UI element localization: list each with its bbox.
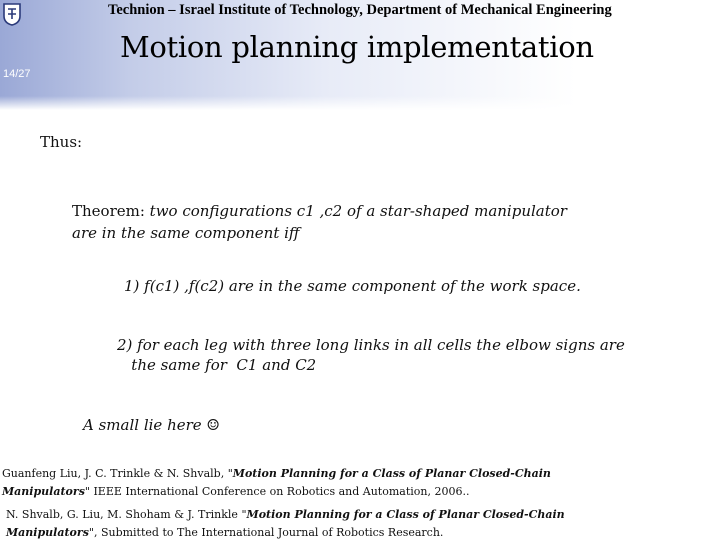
reference-2-title-b: Manipulators bbox=[6, 526, 89, 539]
theorem-block bbox=[72, 200, 567, 244]
theorem-line-1: two configurations c1 ,c2 of a star-shaped manipulator bbox=[149, 202, 567, 220]
reference-1-authors: Guanfeng Liu, J. C. Trinkle & N. Shvalb, " bbox=[2, 467, 233, 480]
reference-2-authors: N. Shvalb, G. Liu, M. Shoham & J. Trinkle " bbox=[6, 508, 247, 521]
reference-1-title-a: Motion Planning for a Class of Planar Closed-Chain bbox=[232, 467, 551, 480]
reference-1-title-b: Manipulators bbox=[2, 485, 85, 498]
small-lie-note: A small lie here ☺ bbox=[83, 416, 220, 434]
condition-2 bbox=[117, 335, 625, 375]
theorem-line-2: are in the same component iff bbox=[72, 224, 300, 242]
condition-2-line-1: 2) for each leg with three long links in all cells the elbow signs are bbox=[117, 336, 625, 354]
reference-1 bbox=[2, 465, 551, 501]
technion-logo-icon bbox=[2, 2, 22, 26]
theorem-label: Theorem: bbox=[72, 202, 150, 220]
condition-1: 1) f(c1) ,f(c2) are in the same component of the work space. bbox=[124, 277, 581, 295]
reference-2 bbox=[6, 506, 565, 542]
institution-header: Technion – Israel Institute of Technology, Department of Mechanical Engineering bbox=[108, 2, 612, 18]
condition-2-line-2: the same for C1 and C2 bbox=[117, 356, 317, 374]
slide-number: 14/27 bbox=[3, 68, 31, 80]
slide-title: Motion planning implementation bbox=[120, 30, 594, 64]
reference-1-rest: " IEEE International Conference on Robotics and Automation, 2006.. bbox=[84, 485, 470, 498]
thus-label: Thus: bbox=[40, 133, 83, 151]
reference-2-title-a: Motion Planning for a Class of Planar Closed-Chain bbox=[246, 508, 565, 521]
reference-2-rest: ", Submitted to The International Journal of Robotics Research. bbox=[88, 526, 444, 539]
